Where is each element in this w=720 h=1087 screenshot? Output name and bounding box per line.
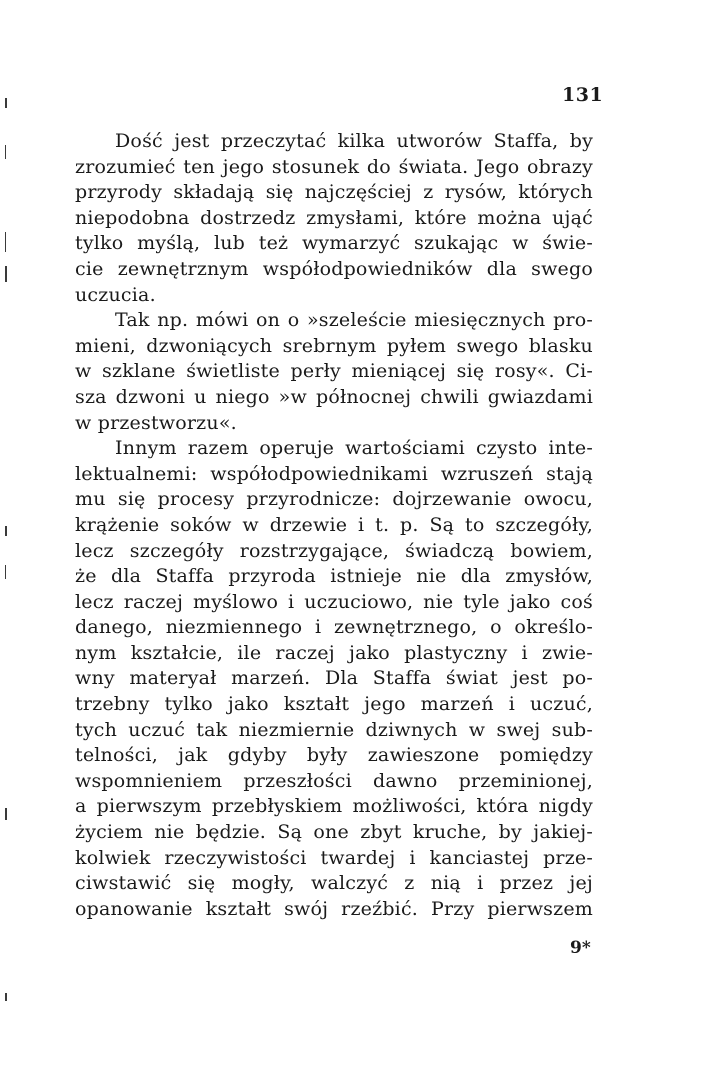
text-line: zrozumieć ten jego stosunek do świata. Jego obrazy [75, 155, 593, 178]
text-line: uczucia. [75, 283, 156, 306]
scan-margin-mark [5, 98, 7, 108]
text-line: lektualnemi: współodpowiednikami wzruszeń stają [75, 462, 593, 485]
text-line: w szklane świetliste perły mieniącej się rosy«. Ci- [75, 360, 593, 383]
text-line: lecz raczej myślowo i uczuciowo, nie tyle jako coś [75, 590, 593, 613]
text-line: ciwstawić się mogły, walczyć z nią i przez jej [75, 872, 593, 895]
text-line: trzebny tylko jako kształt jego marzeń i uczuć, [75, 693, 593, 716]
text-line: tych uczuć tak niezmiernie dziwnych w swej sub- [75, 718, 593, 741]
text-line: Innym razem operuje wartościami czysto inte- [115, 437, 593, 460]
scan-margin-mark [5, 808, 7, 820]
text-line: przyrody składają się najczęściej z rysów, których [75, 181, 593, 204]
scan-margin-mark [5, 266, 7, 282]
text-line: Tak np. mówi on o »szeleście miesięcznych pro- [115, 309, 593, 332]
text-line: krążenie soków w drzewie i t. p. Są to szczegóły, [75, 513, 593, 536]
printer-signature-mark: 9* [570, 938, 591, 958]
text-line: cie zewnętrznym współodpowiedników dla swego [75, 257, 593, 280]
text-line: Dość jest przeczytać kilka utworów Staffa, by [115, 130, 593, 152]
text-line: życiem nie będzie. Są one zbyt kruche, by jakiej- [75, 821, 593, 844]
text-line: a pierwszym przebłyskiem możliwości, która nigdy [75, 795, 593, 818]
text-line: opanowanie kształt swój rzeźbić. Przy pierwszem [75, 897, 593, 920]
text-line: w przestworzu«. [75, 411, 237, 434]
scan-margin-mark [5, 232, 6, 252]
text-line: niepodobna dostrzedz zmysłami, które można ująć [75, 206, 593, 229]
scan-margin-mark [5, 145, 6, 159]
text-line: wspomnieniem przeszłości dawno przeminionej, [75, 769, 593, 792]
scan-margin-mark [5, 993, 7, 1001]
text-line: nym kształcie, ile raczej jako plastyczny i zwie- [75, 641, 593, 664]
text-line: danego, niezmiennego i zewnętrznego, o określo- [75, 616, 593, 639]
text-line: kolwiek rzeczywistości twardej i kanciastej prze- [75, 846, 593, 869]
body-text [75, 129, 593, 922]
text-line: wny materyał marzeń. Dla Staffa świat jest po- [75, 667, 593, 690]
text-line: sza dzwoni u niego »w północnej chwili gwiazdami [75, 385, 593, 408]
text-line: mieni, dzwoniących srebrnym pyłem swego blasku [75, 334, 593, 357]
page-number: 131 [562, 84, 604, 106]
scan-margin-mark [5, 526, 7, 536]
text-line: telności, jak gdyby były zawieszone pomiędzy [75, 744, 593, 767]
scan-margin-mark [5, 565, 6, 579]
text-line: mu się procesy przyrodnicze: dojrzewanie owocu, [75, 488, 593, 511]
text-line: że dla Staffa przyroda istnieje nie dla zmysłów, [75, 565, 593, 588]
text-line: lecz szczegóły rozstrzygające, świadczą bowiem, [75, 539, 593, 562]
text-line: tylko myślą, lub też wymarzyć szukając w świe- [75, 232, 593, 255]
